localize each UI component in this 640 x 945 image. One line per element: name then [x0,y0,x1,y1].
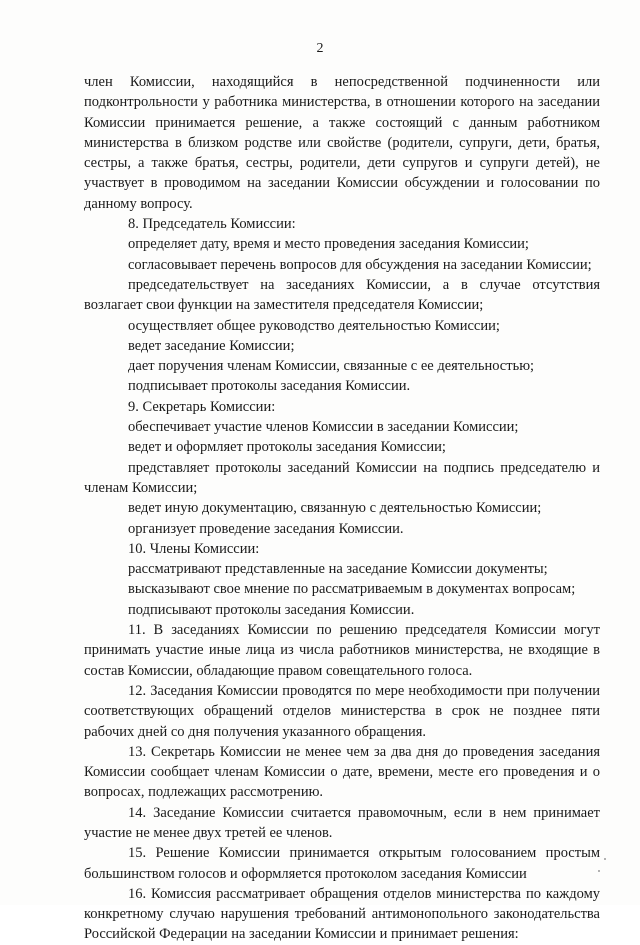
paragraph: осуществляет общее руководство деятельностью Комиссии; [128,317,500,334]
paragraph: 15. Решение Комиссии принимается открытым голосованием простым большинством голосов и оформляется протоколом заседания Комиссии [84,845,600,882]
page-number: 2 [316,41,324,56]
scan-artifact [604,858,606,860]
scan-artifact [598,870,600,872]
paragraph: определяет дату, время и место проведения заседания Комиссии; [128,236,529,253]
paragraph: 11. В заседаниях Комиссии по решению председателя Комиссии могут принимать участие иные лица из числа работников министерства, не входящие в состав Комиссии, обладающие правом совещательного голоса. [84,622,600,679]
paragraph: ведет и оформляет протоколы заседания Комиссии; [128,439,446,456]
section-heading-secretary: 9. Секретарь Комиссии: [128,398,276,415]
paragraph: подписывают протоколы заседания Комиссии. [128,601,415,618]
paragraph: 13. Секретарь Комиссии не менее чем за два дня до проведения заседания Комиссии сообщает членам Комиссии о дате, времени, месте его проведения и о вопросах, подлежащих рассмотрению. [84,743,600,801]
paragraph: ведет заседание Комиссии; [128,337,295,354]
paragraph: подписывает протоколы заседания Комиссии. [128,378,411,395]
paragraph: рассматривают представленные на заседание Комиссии документы; [128,561,548,578]
section-heading-chairman: 8. Председатель Комиссии: [128,216,296,233]
document-body [84,72,600,945]
paragraph: высказывают свое мнение по рассматриваемым в документах вопросам; [128,581,576,598]
section-heading-members: 10. Члены Комиссии: [128,540,260,557]
paragraph: представляет протоколы заседаний Комиссии на подпись председателю и членам Комиссии; [84,459,600,496]
paragraph: 12. Заседания Комиссии проводятся по мере необходимости при получении соответствующих обращений отделов министерства в срок не позднее пяти рабочих дней со дня получения указанного обращения. [84,682,600,740]
paragraph: согласовывает перечень вопросов для обсуждения на заседании Комиссии; [128,256,592,273]
paragraph: дает поручения членам Комиссии, связанные с ее деятельностью; [128,358,535,375]
paragraph: председательствует на заседаниях Комиссии, а в случае отсутствия возлагает свои функции на заместителя председателя Комиссии; [84,276,600,314]
paragraph: ведет иную документацию, связанную с деятельностью Комиссии; [128,500,542,517]
paragraph: 16. Комиссия рассматривает обращения отделов министерства по каждому конкретному случаю нарушения требований антимонопольного законодательства Российской Федерации на заседании Комиссии и принимает решения: [84,885,600,943]
paragraph: организует проведение заседания Комиссии. [128,520,404,537]
paragraph: обеспечивает участие членов Комиссии в заседании Комиссии; [128,419,519,436]
paragraph: член Комиссии, находящийся в непосредственной подчиненности или подконтрольности у работника министерства, в отношении которого на заседании Комиссии принимается решение, а также состоящий с данным работником министерства в близком родстве или свойстве (родители, супруги, дети, братья, сестры, а также братья, сестры, родители, дети супругов и супруги детей), не участвует в проводимом на заседании Комиссии обсуждении и голосовании по данному вопросу. [84,74,600,212]
paragraph: 14. Заседание Комиссии считается правомочным, если в нем принимает участие не менее двух третей ее членов. [84,804,600,841]
